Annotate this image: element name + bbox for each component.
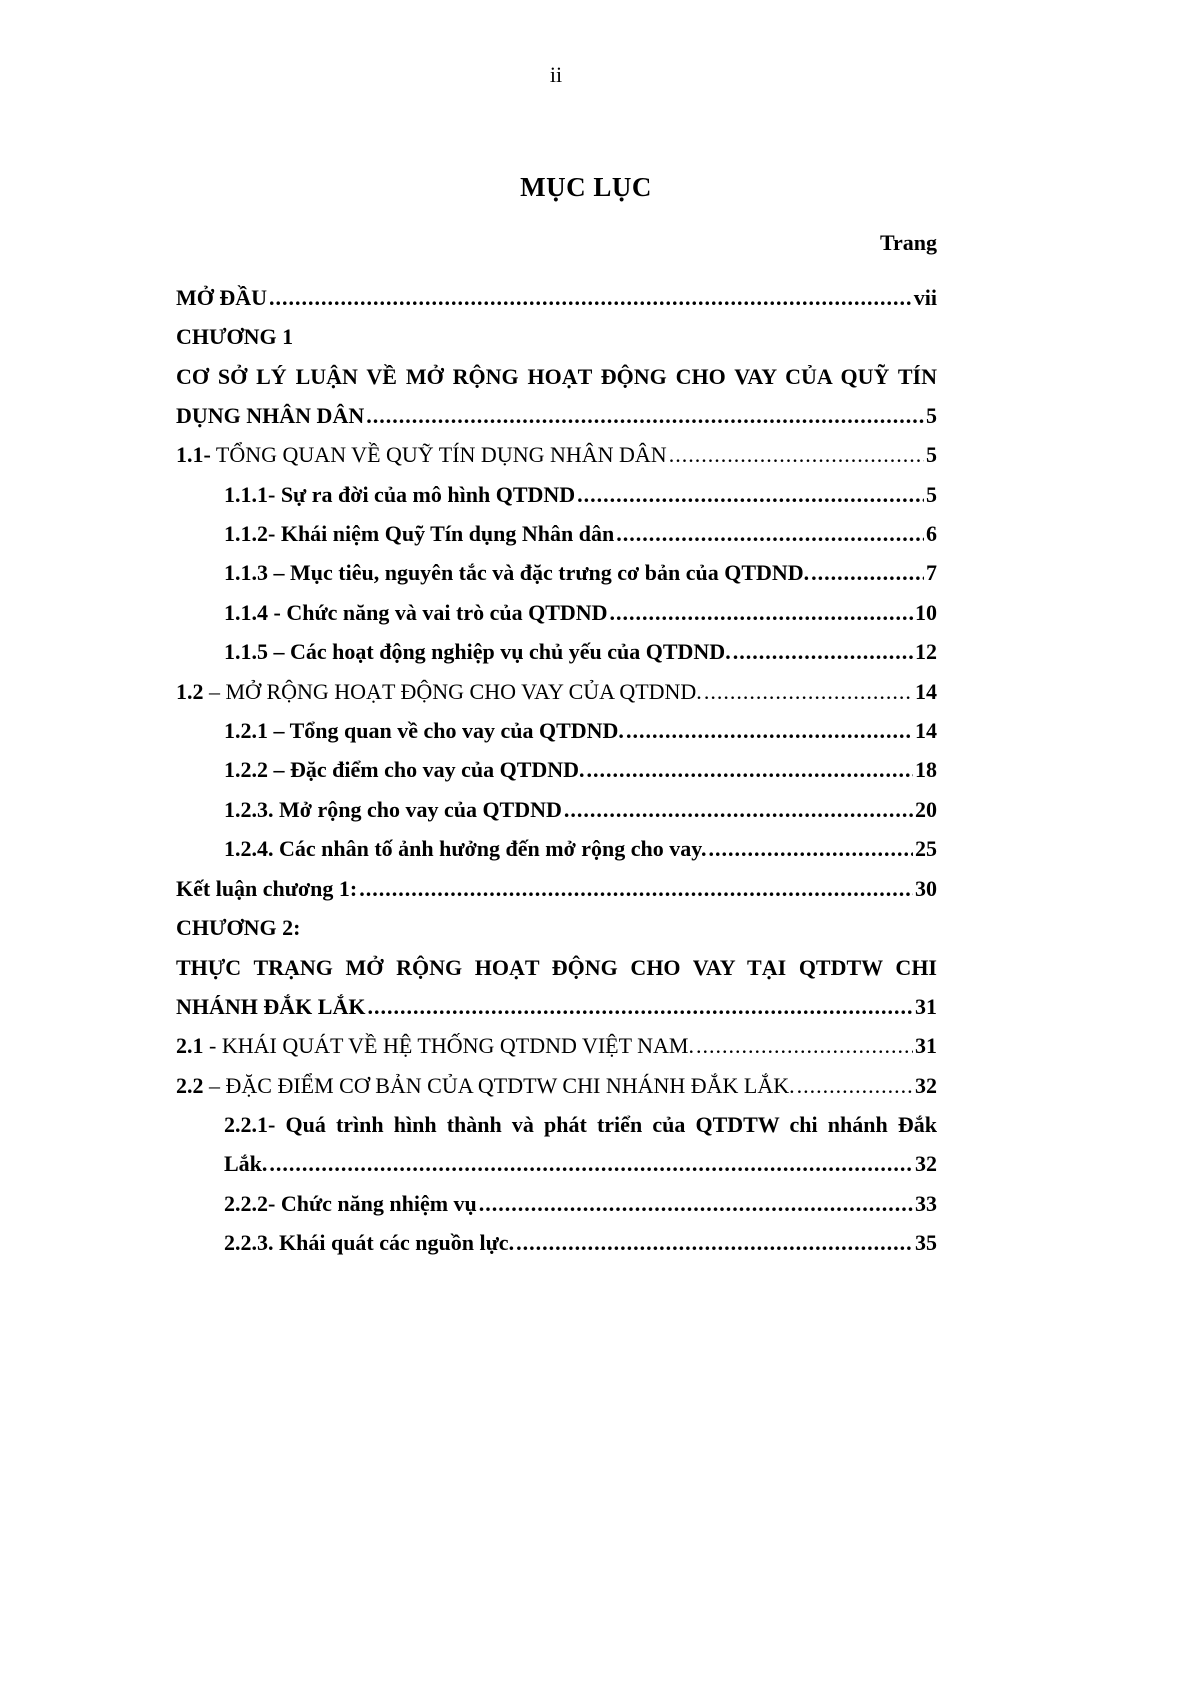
toc-entry[interactable] — [176, 436, 937, 475]
toc-entry-text: – MỞ RỘNG HOẠT ĐỘNG CHO VAY CỦA QTDND. — [203, 678, 702, 704]
toc-entry-text: 1.2.3. Mở rộng cho vay của QTDND — [224, 796, 562, 822]
toc-chapter-title — [176, 948, 937, 987]
toc-entry-page: 14 — [915, 717, 937, 743]
toc-entry-text: 2.2.2- Chức năng nhiệm vụ — [224, 1190, 477, 1216]
toc-entry-text: 1.1.5 – Các hoạt động nghiệp vụ chủ yếu của QTDND. — [224, 639, 731, 665]
toc-entry-text: CHƯƠNG 1 — [176, 324, 294, 350]
toc-entry-text: Kết luận chương 1: — [176, 875, 358, 901]
toc-leader — [704, 679, 913, 705]
toc-entry-page: 5 — [926, 481, 937, 507]
toc-entry-text: 1.1.3 – Mục tiêu, nguyên tắc và đặc trưng cơ bản của QTDND. — [224, 560, 810, 586]
toc-entry[interactable] — [176, 1223, 937, 1262]
toc-entry[interactable] — [176, 1026, 937, 1065]
page-number: ii — [549, 62, 563, 87]
toc-leader — [577, 482, 924, 508]
toc-entry-page: 31 — [915, 1033, 937, 1059]
toc-entry-page: 32 — [915, 1151, 937, 1177]
toc-entry-number: 2.2 — [176, 1072, 204, 1098]
toc-leader — [616, 521, 924, 547]
toc-entry[interactable] — [176, 278, 937, 317]
toc-entry[interactable] — [176, 829, 937, 868]
toc-entry-text: NHÁNH ĐẮK LẮK — [176, 993, 366, 1019]
toc-entry-text: CHƯƠNG 2: — [176, 915, 301, 941]
toc-entry-page: 7 — [926, 560, 937, 586]
toc-entry-text: TỔNG QUAN VỀ QUỸ TÍN DỤNG NHÂN DÂN — [210, 442, 667, 468]
toc-entry-text: 1.1.2- Khái niệm Quỹ Tín dụng Nhân dân — [224, 521, 615, 547]
toc-entry[interactable] — [176, 751, 937, 790]
toc-leader — [367, 994, 913, 1020]
toc-leader — [797, 1073, 913, 1099]
toc-entry[interactable] — [176, 633, 937, 672]
toc-leader — [669, 442, 924, 468]
page-column-label: Trang — [879, 230, 937, 255]
toc-entry-page: 25 — [915, 836, 937, 862]
toc-entry-page: 18 — [915, 757, 937, 783]
page-title: MỤC LỤC — [520, 172, 652, 202]
toc-entry[interactable] — [176, 790, 937, 829]
toc-entry-number: 1.1- — [176, 442, 211, 468]
toc-entry[interactable] — [176, 396, 937, 435]
toc-leader — [696, 1033, 913, 1059]
toc-entry-page: 33 — [915, 1190, 937, 1216]
toc-entry-page: 31 — [915, 993, 937, 1019]
toc-leader — [587, 757, 913, 783]
toc-entry[interactable] — [176, 987, 937, 1026]
toc-entry-wrapped — [176, 1105, 937, 1144]
toc-entry-page: 10 — [915, 599, 937, 625]
toc-entry-text: 1.2.1 – Tổng quan về cho vay của QTDND. — [224, 717, 624, 743]
toc-entry-number: 1.2 — [176, 678, 204, 704]
toc-leader — [564, 797, 913, 823]
table-of-contents — [176, 278, 937, 1263]
toc-entry[interactable] — [176, 514, 937, 553]
toc-leader — [359, 876, 913, 902]
toc-leader — [626, 718, 913, 744]
toc-entry-text: 2.2.3. Khái quát các nguồn lực. — [224, 1230, 515, 1256]
toc-entry-page: 6 — [926, 521, 937, 547]
toc-entry[interactable] — [176, 1184, 937, 1223]
toc-leader — [709, 836, 913, 862]
toc-entry-page: 14 — [915, 678, 937, 704]
toc-leader — [269, 1151, 913, 1177]
toc-entry-text: 1.2.4. Các nhân tố ảnh hưởng đến mở rộng cho vay. — [224, 836, 707, 862]
toc-chapter-title — [176, 357, 937, 396]
toc-entry-number: 2.1 — [176, 1033, 204, 1059]
toc-entry-page: 5 — [926, 402, 937, 428]
toc-entry-text: – ĐẶC ĐIỂM CƠ BẢN CỦA QTDTW CHI NHÁNH ĐẮK LẮK. — [203, 1072, 795, 1098]
toc-entry-page: 20 — [915, 796, 937, 822]
toc-entry-page: vii — [913, 284, 937, 310]
toc-entry[interactable] — [176, 1145, 937, 1184]
toc-chapter-heading — [176, 908, 937, 947]
toc-entry[interactable] — [176, 554, 937, 593]
toc-entry-page: 5 — [926, 442, 937, 468]
toc-entry[interactable] — [176, 672, 937, 711]
toc-entry-page: 32 — [915, 1072, 937, 1098]
toc-entry-text: 1.1.1- Sự ra đời của mô hình QTDND — [224, 481, 576, 507]
toc-entry-text: CƠ SỞ LÝ LUẬN VỀ MỞ RỘNG HOẠT ĐỘNG CHO VAY CỦA QUỸ TÍN — [176, 363, 937, 389]
toc-leader — [610, 600, 913, 626]
toc-chapter-heading — [176, 317, 937, 356]
toc-entry-text: 1.2.2 – Đặc điểm cho vay của QTDND. — [224, 757, 585, 783]
toc-entry[interactable] — [176, 1066, 937, 1105]
toc-entry-text: 2.2.1- Quá trình hình thành và phát triển của QTDTW chi nhánh Đắk — [224, 1112, 937, 1138]
toc-leader — [516, 1230, 913, 1256]
toc-entry-page: 12 — [915, 639, 937, 665]
toc-entry-text: MỞ ĐẦU — [176, 284, 268, 310]
toc-leader — [479, 1191, 913, 1217]
toc-entry-text: THỰC TRẠNG MỞ RỘNG HOẠT ĐỘNG CHO VAY TẠI QTDTW CHI — [176, 954, 937, 980]
toc-entry-text: 1.1.4 - Chức năng và vai trò của QTDND — [224, 599, 608, 625]
toc-entry-text: Lắk. — [224, 1151, 268, 1177]
toc-leader — [733, 639, 913, 665]
toc-leader — [269, 285, 912, 311]
toc-entry[interactable] — [176, 593, 937, 632]
toc-entry-text: DỤNG NHÂN DÂN — [176, 402, 365, 428]
toc-entry[interactable] — [176, 711, 937, 750]
toc-leader — [366, 403, 924, 429]
toc-entry[interactable] — [176, 869, 937, 908]
toc-entry[interactable] — [176, 475, 937, 514]
toc-entry-page: 30 — [915, 875, 937, 901]
toc-entry-text: - KHÁI QUÁT VỀ HỆ THỐNG QTDND VIỆT NAM. — [203, 1033, 694, 1059]
toc-entry-page: 35 — [915, 1230, 937, 1256]
toc-leader — [811, 560, 924, 586]
